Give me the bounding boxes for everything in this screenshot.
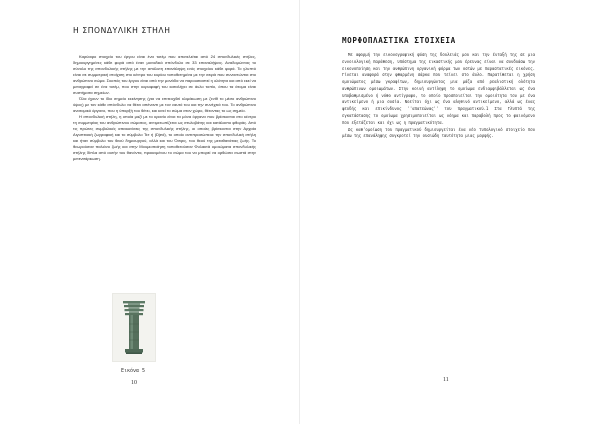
left-page-number: 10 [131,380,137,386]
djed-pillar-image [112,293,156,362]
right-page-title: ΜΟΡΦΟΠΛΑΣΤΙΚΑ ΣΤΟΙΧΕΙΑ [342,36,456,45]
right-page [300,0,600,424]
left-page-body [73,54,256,162]
figure-caption: Εικόνα 5 [120,368,146,374]
left-paragraph-3: Η σπονδυλική στήλη, η οποία μαζί με το κρανίο είναι τα μόνα όργανα που βρίσκονται στο κέντρο τη συμμετρίας του ανθρώπινου σώματος, αντιμετωπίζεται ως στυλοβάτης και κατάλοιπο φθοράς. Από τις πρώτες συμβολικές απεικονίσεις της σπονδυλικής στήλης, οι οποίες βρίσκονται στην Αρχαία Αιγυπτιακή ζωγραφική και το σύμβολο Τετ ή (Djed), το οποίο αντιπροσώπευε την σπονδυλική στήλη και ήταν σύμβολο του θεού δημιουργού, αλλά και του Όσιρις, του θεού της μεταθανάτιας ζωής. Το θεωρούσαν παλιόνο ζωής και στην Μουμιοποίηση τοποθετούσαν Φυλακτά ομοιώματα σπονδυλικής στήλης δίπλα από αυτήν του θανόντα, προκειμένου το σώμα του να μπορεί να ορθώσει σωστά στην μετενσάρκωση. [73,114,256,162]
djed-pillar-icon [113,294,155,361]
left-paragraph-2: Όλα έχουν το ίδιο σημείο εκκίνησης (για να επιτευχθεί κλιμάκωση με ζενίθ το μέσο ανθρώπινο ύψος) με τον κάθε σπόνδυλο να θέτει απέναντι με τον εαυτό του και την συνέχειά του. Το ανθρώπινο ανατομικό όργανο, που η ύπαρξή του θέτει, και κινεί το σώμα στον χώρο, θέτοντας το ως σημείο. [73,96,256,114]
left-page-title: Η ΣΠΟΝΔΥΛΙΚΗ ΣΤΗΛΗ [73,26,171,35]
right-paragraph-2: Ως καθ'ομοίωση του πραγματικού δημιουργείται ένα νέο τυπολογικό στοιχείο που μέσω της επανάληψης συγκροτεί την ουσιώδη ταυτότητα μιας μορφής. [342,126,535,139]
right-paragraph-1: Με αφορμή την εικονογραφική φύση της δουλειάς μου και την ένταξή της σε μια εννοιολογική παράθεση, υπόστημα της εικαστικής μου έρευνας είναι να συνδυάσω την εικονοποίηση και την ανθρώπινη οργανική φόρμα των οστών με παραστατικές εικόνες. Γίνεται αναφορά στην φθαρμένη σάρκα που τείνει στο άυλο. Παρατίθεται η χρήση ομοιώματος μέσω γκραφίτων, δημιουργώντας μια μάζα από ρεαλιστική ολότητα ανθρώπινων ομοιωμάτων. Στην κοινή αντίληψη το ομοίωμα ενδιαμφιβάλλεται ως ένα υποβαθμισμένο ή νόθο αντίγραφο, το οποίο προσποιείται την ομοιότητα του με ένα αντικείμενο ή μια ουσία. Νοείται όχι ως ένα αληθινό αντικείμενο, αλλά ως ένας ψευδής και επικίνδυνος ''απατεώνας'' του πραγματικού.1 Στα Γλυπτά της εγκατάστασης το ομοίωμα χρησιμοποιείται ως νόημα και παραβολή προς το φαινόμενο που εξετάζεται και όχι ως η πραγματικότητα. [342,52,535,125]
right-page-number: 11 [443,377,449,383]
right-page-body [342,52,535,140]
left-paragraph-1: Καρύαιρο στοιχείο του έργου είναι ένα τοτέμ που αποτελείται από 24 σπονδυλικές στήλες, δημιουργημένες κάθε φορά από έναν μοναδικό σπόνδυλο σε 33 επαναλήψεις. Αναδομώντας το σύνολο της σπονδυλικής στήλης με την απόλυτη επανάληψη ενός στοιχείου κάθε φορά. Το γλυπτό είναι σε συμμετρική στοίχιση στο κέντρο του κυρίου τοποθετημένα με την σειρά που συναντώνται στο ανθρώπινο σώμα. Σκοπός του έργου είναι από την μονάδα να παρουσιαστεί η ολότητα και από εκεί να μεταγραφεί σε ένα τοτέμ, που στην κορυφαφή του καταλήγει σε άυλο τοπίο, όπου τα άτομα είναι συστήματα σημείων. [73,54,256,96]
